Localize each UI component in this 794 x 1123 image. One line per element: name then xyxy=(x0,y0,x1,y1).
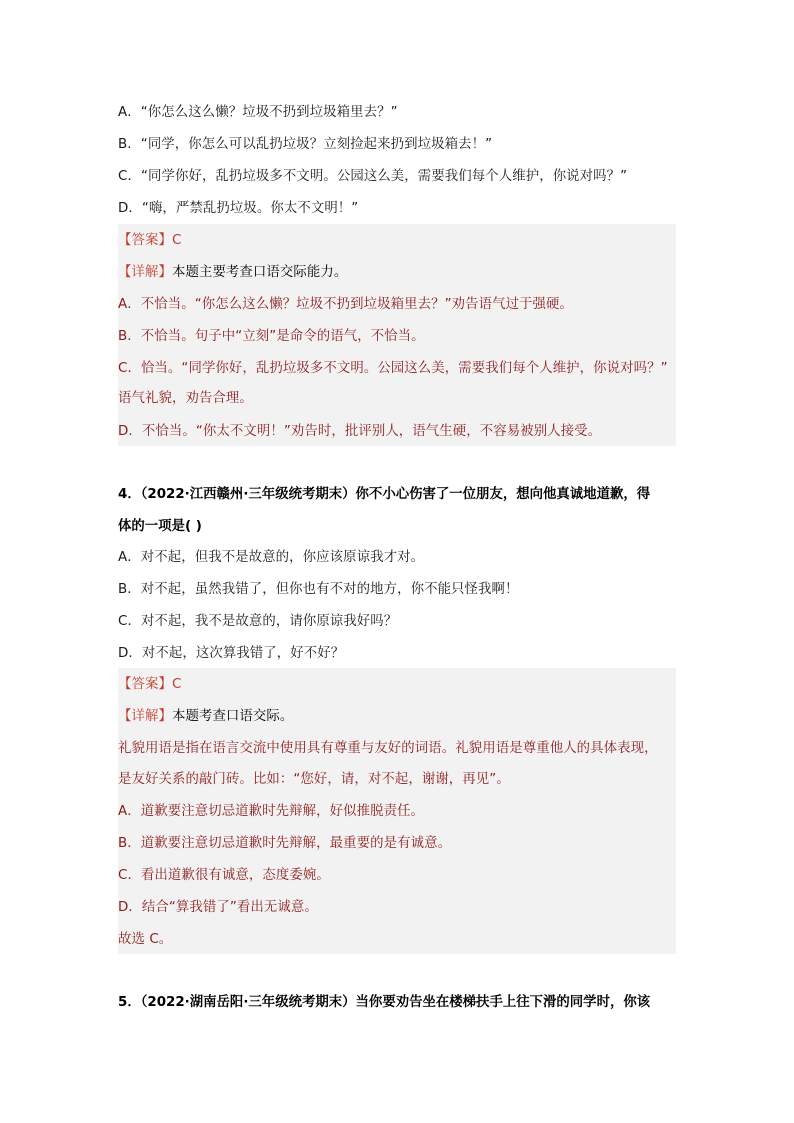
q3-explanation-a: A．不恰当。“你怎么这么懒？垃圾不扔到垃圾箱里去？”劝告语气过于强硬。 xyxy=(118,297,574,312)
answer-value: C xyxy=(171,677,182,692)
q5-number: 5． xyxy=(118,995,141,1010)
q4-explanation-2: 是友好关系的敲门砖。比如：“您好，请，对不起，谢谢，再见”。 xyxy=(118,772,510,787)
q3-detail xyxy=(118,263,347,283)
q4-detail xyxy=(118,707,293,727)
detail-text: 本题主要考查口语交际能力。 xyxy=(171,265,348,280)
q4-option-a: A．对不起，但我不是故意的，你应该原谅我才对。 xyxy=(118,550,425,565)
q3-option-b: B．“同学，你怎么可以乱扔垃圾？立刻捡起来扔到垃圾箱去！” xyxy=(118,137,493,152)
q3-explanation-c-cont: 语气礼貌，劝告合理。 xyxy=(118,391,253,406)
q4-explanation-1: 礼貌用语是指在语言交流中使用具有尊重与友好的词语。礼貌用语是尊重他人的具体表现， xyxy=(118,741,658,756)
detail-label: 【详解】 xyxy=(118,709,172,724)
q4-option-d: D．对不起，这次算我错了，好不好？ xyxy=(118,646,345,661)
q4-answer xyxy=(118,675,181,695)
q4-explanation-c: C．看出道歉很有诚意，态度委婉。 xyxy=(118,868,330,883)
q3-answer xyxy=(118,231,181,251)
q4-number: 4． xyxy=(118,487,141,502)
q4-option-c: C．对不起，我不是故意的，请你原谅我好吗？ xyxy=(118,614,398,629)
q4-conclusion: 故选 C。 xyxy=(118,932,173,947)
q3-explanation-b: B．不恰当。句子中“立刻”是命令的语气，不恰当。 xyxy=(118,329,425,344)
q4-source: （2022·江西赣州·三年级统考期末） xyxy=(140,487,356,502)
q3-explanation-c: C．恰当。“同学你好，乱扔垃圾多不文明。公园这么美，需要我们每个人维护，你说对吗？” xyxy=(118,361,668,376)
answer-label: 【答案】 xyxy=(118,233,172,248)
q3-option-d: D．“嗨，严禁乱扔垃圾。你太不文明！” xyxy=(118,201,359,216)
q4-stem-line1: 你不小心伤害了一位朋友，想向他真诚地道歉，得 xyxy=(355,487,651,502)
q4-stem xyxy=(118,485,650,505)
q5-stem-line1: 当你要劝告坐在楼梯扶手上往下滑的同学时，你该 xyxy=(355,995,651,1010)
q4-explanation-d: D．结合“算我错了”看出无诚意。 xyxy=(118,900,318,915)
detail-text: 本题考查口语交际。 xyxy=(171,709,294,724)
q4-option-b: B．对不起，虽然我错了，但你也有不对的地方，你不能只怪我啊！ xyxy=(118,582,519,597)
q3-option-a: A．“你怎么这么懒？垃圾不扔到垃圾箱里去？” xyxy=(118,105,398,120)
q4-explanation-b: B．道歉要注意切忌道歉时先辩解，最重要的是有诚意。 xyxy=(118,836,452,851)
answer-value: C xyxy=(171,233,182,248)
detail-label: 【详解】 xyxy=(118,265,172,280)
q4-stem-line2: 体的一项是( ) xyxy=(118,519,202,534)
answer-label: 【答案】 xyxy=(118,677,172,692)
q5-source: （2022·湖南岳阳·三年级统考期末） xyxy=(140,995,356,1010)
q5-stem xyxy=(118,993,650,1013)
q4-explanation-a: A．道歉要注意切忌道歉时先辩解，好似推脱责任。 xyxy=(118,804,425,819)
q3-explanation-d: D．不恰当。“你太不文明！”劝告时，批评别人，语气生硬，不容易被别人接受。 xyxy=(118,424,602,439)
q3-option-c: C．“同学你好，乱扔垃圾多不文明。公园这么美，需要我们每个人维护，你说对吗？” xyxy=(118,169,628,184)
